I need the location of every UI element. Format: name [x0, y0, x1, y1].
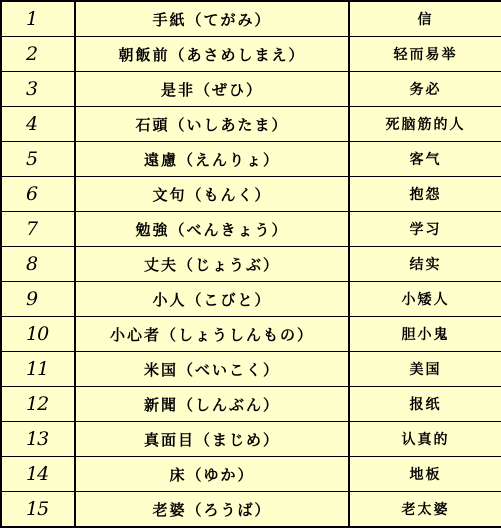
row-number: 1 — [1, 1, 75, 37]
japanese-word: 小心者（しょうしんもの） — [75, 317, 349, 352]
japanese-word: 丈夫（じょうぶ） — [75, 247, 349, 282]
chinese-meaning: 地板 — [349, 457, 501, 492]
chinese-meaning: 胆小鬼 — [349, 317, 501, 352]
table-row — [1, 282, 501, 317]
table-row — [1, 387, 501, 422]
japanese-word: 新聞（しんぶん） — [75, 387, 349, 422]
row-number: 10 — [1, 317, 75, 352]
row-number: 2 — [1, 37, 75, 72]
chinese-meaning: 小矮人 — [349, 282, 501, 317]
chinese-meaning: 信 — [349, 1, 501, 37]
table-row — [1, 457, 501, 492]
japanese-word: 石頭（いしあたま） — [75, 107, 349, 142]
table-row — [1, 37, 501, 72]
japanese-word: 手紙（てがみ） — [75, 1, 349, 37]
japanese-word: 是非（ぜひ） — [75, 72, 349, 107]
row-number: 13 — [1, 422, 75, 457]
row-number: 11 — [1, 352, 75, 387]
chinese-meaning: 抱怨 — [349, 177, 501, 212]
japanese-word: 小人（こびと） — [75, 282, 349, 317]
chinese-meaning: 美国 — [349, 352, 501, 387]
table-row — [1, 422, 501, 457]
table-row — [1, 72, 501, 107]
chinese-meaning: 学习 — [349, 212, 501, 247]
japanese-word: 朝飯前（あさめしまえ） — [75, 37, 349, 72]
chinese-meaning: 轻而易举 — [349, 37, 501, 72]
japanese-word: 真面目（まじめ） — [75, 422, 349, 457]
table-row — [1, 1, 501, 37]
table-row — [1, 177, 501, 212]
row-number: 8 — [1, 247, 75, 282]
row-number: 9 — [1, 282, 75, 317]
chinese-meaning: 报纸 — [349, 387, 501, 422]
table-row — [1, 107, 501, 142]
table-row — [1, 352, 501, 387]
table-row — [1, 142, 501, 177]
table-row — [1, 492, 501, 528]
chinese-meaning: 认真的 — [349, 422, 501, 457]
japanese-word: 文句（もんく） — [75, 177, 349, 212]
japanese-word: 床（ゆか） — [75, 457, 349, 492]
row-number: 12 — [1, 387, 75, 422]
table-row — [1, 247, 501, 282]
chinese-meaning: 结实 — [349, 247, 501, 282]
japanese-word: 遠慮（えんりょ） — [75, 142, 349, 177]
table-row — [1, 317, 501, 352]
row-number: 14 — [1, 457, 75, 492]
japanese-word: 老婆（ろうば） — [75, 492, 349, 528]
row-number: 15 — [1, 492, 75, 528]
row-number: 4 — [1, 107, 75, 142]
japanese-word: 勉強（べんきょう） — [75, 212, 349, 247]
japanese-word: 米国（べいこく） — [75, 352, 349, 387]
chinese-meaning: 死脑筋的人 — [349, 107, 501, 142]
chinese-meaning: 务必 — [349, 72, 501, 107]
row-number: 3 — [1, 72, 75, 107]
chinese-meaning: 老太婆 — [349, 492, 501, 528]
vocabulary-table-body — [1, 1, 501, 527]
row-number: 7 — [1, 212, 75, 247]
table-row — [1, 212, 501, 247]
row-number: 6 — [1, 177, 75, 212]
row-number: 5 — [1, 142, 75, 177]
chinese-meaning: 客气 — [349, 142, 501, 177]
